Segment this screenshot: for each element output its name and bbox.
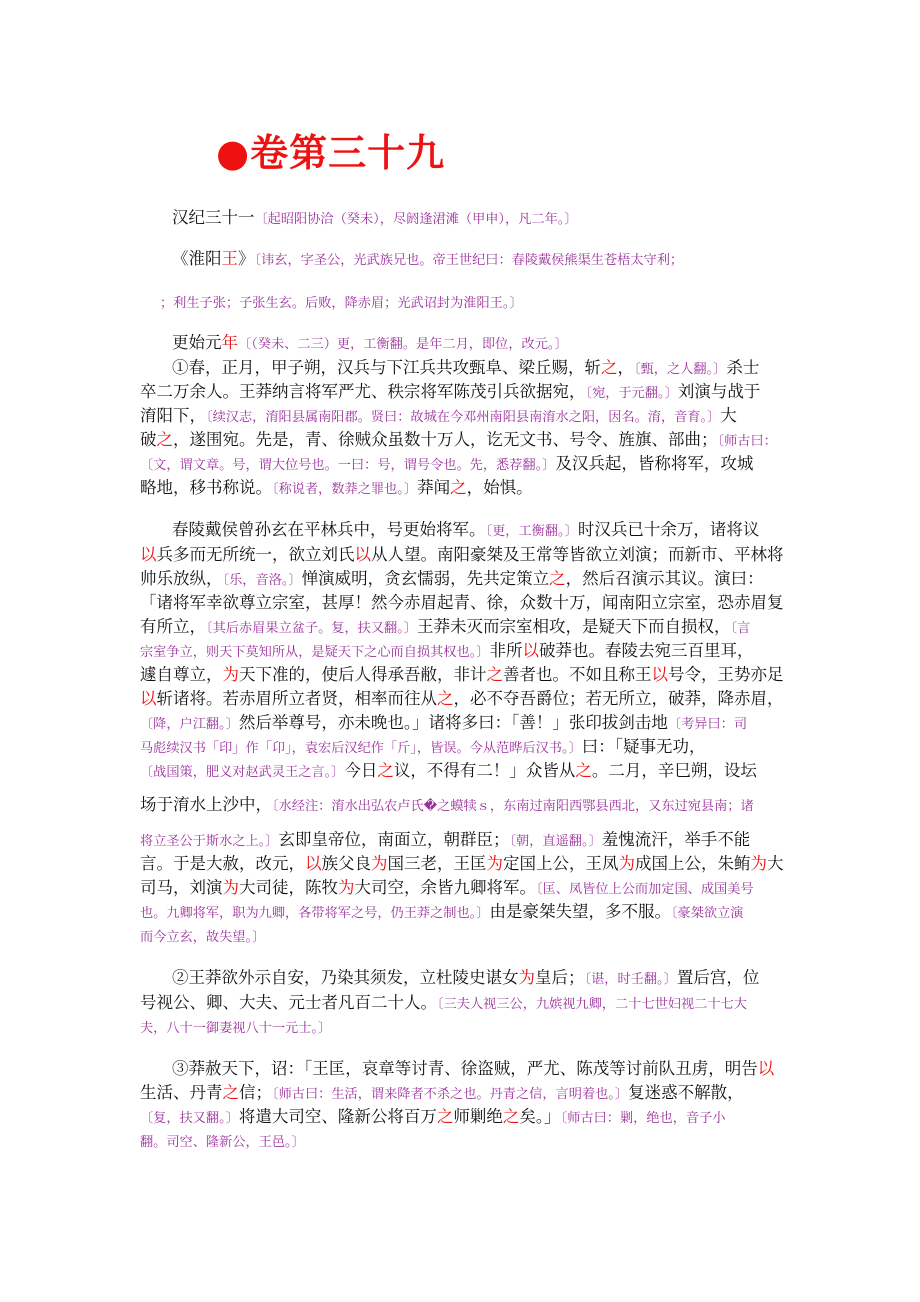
highlight-char: 以	[140, 545, 157, 564]
highlight-char: 之	[377, 761, 394, 780]
main-text: ，必不夺吾爵位；若无所立，破莽，降赤眉，	[453, 689, 784, 708]
commentary-text: 〔师古曰：生活，谓来降者不杀之也。丹青之信，言明着也。〕	[272, 1087, 629, 1102]
main-text: 议，不得有二！」众皆从	[393, 761, 576, 780]
text-line	[140, 639, 790, 665]
highlight-char: 为	[750, 854, 767, 873]
commentary-text: 〔师古曰：	[717, 434, 777, 449]
main-text: 有所立，	[140, 617, 206, 636]
main-text: ，然后召演示其议。演曰：	[565, 569, 764, 588]
main-text: 定国上公，王凤	[503, 854, 619, 873]
commentary-text: 也。九卿将军，职为九卿，各带将军之号，仍王莽之制也。〕	[140, 906, 490, 921]
highlight-char: 以	[305, 854, 322, 873]
main-text: 场于淯水上沙中，	[140, 795, 272, 814]
main-text: 将遣大司空、隆新公将百万	[238, 1107, 437, 1126]
main-text: 号令，王势亦足	[668, 665, 784, 684]
main-text: 卒二万余人。王莽纳言将军严尤、秩宗将军陈茂引兵欲据宛，	[140, 382, 586, 401]
highlight-char: 为	[618, 854, 635, 873]
commentary-text: 〔讳玄，字圣公，光武族兄也。帝王世纪曰：春陵戴侯熊渠生苍梧太守利；	[254, 253, 684, 268]
highlight-char: 之	[450, 478, 467, 497]
text-line	[140, 735, 790, 761]
text-line	[140, 687, 790, 711]
main-text: 破	[140, 430, 157, 449]
main-text: 《淮阳	[172, 249, 222, 268]
commentary-text: 〔称说者，数莽之罪也。〕	[272, 482, 418, 497]
commentary-text: 〔起昭阳协洽（癸未），尽阏逢涒滩（甲申），凡二年。〕	[254, 212, 578, 227]
main-text: 成国上公，朱鲔	[635, 854, 751, 873]
text-line	[172, 966, 790, 992]
main-text: 大	[720, 406, 737, 425]
main-text: 天下准的，使后人得承吾敝，非计	[239, 665, 487, 684]
highlight-char: 以	[354, 545, 371, 564]
commentary-text: 〔更，工衡翻。〕	[485, 524, 578, 539]
commentary-text: 〔降，户江翻。〕	[140, 717, 239, 732]
main-text: 曰：「疑事无功，	[581, 737, 706, 756]
text-line	[140, 828, 790, 854]
highlight-char: 之	[502, 1107, 520, 1126]
text-line	[140, 591, 790, 615]
text-line	[172, 356, 790, 382]
main-text: 惮演威明，贪玄懦弱，先共定策立	[301, 569, 550, 588]
main-text: ③莽赦天下，诏：「王匡，哀章等讨青、徐盗贼，严尤、陈茂等讨前队丑虏，明告	[172, 1059, 758, 1078]
main-text: 从人望。南阳豪桀及王常等皆欲立刘演；而新市、平林将	[371, 545, 784, 564]
main-text: 置后宫，位	[676, 968, 760, 987]
commentary-text: ；利生子张；子张生玄。后败，降赤眉；光武诏封为淮阳王。〕	[160, 296, 523, 311]
main-text: 族父良	[321, 854, 371, 873]
text-line	[140, 793, 790, 819]
main-text: ，遂围宛。先是，青、徐贼众虽数十万人，讫无文书、号令、旌旗、部曲；	[173, 430, 718, 449]
main-text: 信；	[239, 1083, 272, 1102]
text-line	[140, 924, 790, 950]
text-line	[140, 543, 790, 567]
highlight-char: 之	[156, 430, 173, 449]
commentary-text: 〔战国策，肥义对赵武灵王之言。〕	[140, 765, 345, 780]
highlight-char: 以	[140, 689, 157, 708]
text-line	[140, 991, 790, 1017]
highlight-char: 年	[221, 333, 238, 352]
text-line	[140, 900, 790, 926]
commentary-text: 〔水经注：淯水出弘农卢氏�之蟆犊ｓ，东南过南阳西鄂县西北，又东过宛县南；诸	[272, 799, 754, 814]
text-line	[140, 876, 790, 902]
main-text: 今日	[344, 761, 378, 780]
main-text: 春陵戴侯曾孙玄在平林兵中，号更始将军。	[172, 520, 486, 539]
commentary-text: 〔考异曰：司	[667, 717, 748, 732]
main-text: 时汉兵已十余万，诸将议	[577, 520, 760, 539]
main-text: 淯阳下，	[140, 406, 206, 425]
commentary-text: 马彪续汉书「印」作「卬」，袁宏后汉纪作「斤」，皆误。今从范晔后汉书。〕	[140, 741, 582, 756]
main-text: 。二月，辛巳朔，设坛	[591, 761, 757, 780]
main-text: 师剿绝	[453, 1107, 503, 1126]
text-line	[140, 1015, 790, 1041]
highlight-char: 为	[222, 878, 239, 897]
main-text: 》	[238, 249, 255, 268]
text-line	[140, 663, 790, 687]
main-text: 司马，刘演	[140, 878, 223, 897]
commentary-text: 〔豪桀欲立演	[670, 906, 744, 921]
commentary-text: 〔谌，时壬翻。〕	[584, 972, 677, 987]
highlight-char: 王	[221, 249, 238, 268]
highlight-char: 之	[437, 689, 454, 708]
text-line	[140, 476, 790, 502]
text-line	[140, 428, 790, 454]
text-line	[140, 615, 790, 641]
main-text: 国三老，王匡	[387, 854, 487, 873]
text-line	[140, 380, 790, 406]
main-text: 言。于是大赦，改元，	[140, 854, 305, 873]
main-text: 大司徒，陈牧	[239, 878, 338, 897]
commentary-text: 〔三夫人视三公，九嫔视九卿，二十七世妇视二十七大	[437, 997, 747, 1012]
text-line	[172, 331, 790, 357]
commentary-text: 〔师古曰：剿，绝也，音子小	[560, 1111, 726, 1126]
main-text: 更始元	[172, 333, 222, 352]
main-text: 善者也。不如且称王	[503, 665, 652, 684]
main-text: 矣。」	[519, 1107, 561, 1126]
main-text: ，始惧。	[466, 478, 533, 497]
highlight-char: 之	[575, 761, 592, 780]
text-line	[172, 518, 790, 544]
commentary-text: 〔（癸未、二三）更，工衡翻。是年二月，即位，改元。〕	[238, 337, 568, 352]
main-text: 遽自尊立，	[140, 665, 223, 684]
main-text: 「诸将军幸欲尊立宗室，甚厚！然今赤眉起青、徐，众数十万，闻南阳立宗室，恐赤眉复	[140, 593, 784, 612]
highlight-char: 以	[651, 665, 668, 684]
main-text: 非所	[489, 641, 523, 660]
main-text: 生活、丹青	[140, 1083, 223, 1102]
commentary-text: 〔宛，于元翻。〕	[585, 386, 678, 401]
highlight-char: 之	[436, 1107, 454, 1126]
chapter-title: ●卷第三十九	[216, 130, 446, 175]
main-text: 玄即皇帝位，南面立，朝群臣；	[278, 830, 510, 849]
highlight-char: 为	[371, 854, 388, 873]
text-line	[160, 290, 790, 316]
main-text: 由是豪桀失望，多不服。	[489, 902, 671, 921]
text-line	[140, 1129, 790, 1155]
commentary-text: 将立圣公于斯水之上。〕	[140, 834, 279, 849]
text-line	[140, 452, 790, 478]
main-text: 兵多而无所统一，欲立刘氏	[156, 545, 355, 564]
text-line	[172, 1057, 790, 1081]
highlight-char: 之	[601, 358, 618, 377]
highlight-char: 以	[522, 641, 539, 660]
main-text: 莽闻	[417, 478, 451, 497]
text-line	[172, 247, 790, 273]
commentary-text: 宗室争立，则天下莫知所从，是疑天下之心而自损其权也。〕	[140, 645, 490, 660]
text-line	[140, 404, 790, 430]
main-text: 帅乐放纵，	[140, 569, 223, 588]
main-text: ，	[617, 358, 634, 377]
highlight-char: 为	[486, 854, 503, 873]
main-text: 斩诸将。若赤眉所立者贤，相率而往从	[156, 689, 437, 708]
main-text: ①春，正月，甲子朔，汉兵与下江兵共攻甄阜、梁丘赐，斩	[172, 358, 601, 377]
main-text: 复迷惑不解散，	[628, 1083, 744, 1102]
text-line	[140, 852, 790, 876]
highlight-char: 为	[338, 878, 355, 897]
commentary-text: 〔言	[730, 621, 751, 636]
main-text: ②王莽欲外示自安，乃染其须发，立杜陵史谌女	[172, 968, 519, 987]
commentary-text: 〔甄，之人翻。〕	[634, 362, 727, 377]
main-text: 杀士	[726, 358, 760, 377]
commentary-text: 翻。司空、隆新公，王邑。〕	[140, 1135, 305, 1150]
commentary-text: 〔乐，音洛。〕	[222, 573, 302, 588]
commentary-text: 〔续汉志，淯阳县属南阳郡。贤曰：故城在今邓州南阳县南淯水之阳，因名。淯，音育。〕	[206, 410, 721, 425]
text-line	[140, 567, 790, 593]
text-line	[140, 759, 790, 785]
main-text: 王莽未灭而宗室相攻，是疑天下而自损权，	[417, 617, 731, 636]
commentary-text: 〔复，扶又翻。〕	[140, 1111, 239, 1126]
text-line	[140, 1105, 790, 1131]
main-text: 皇后；	[535, 968, 585, 987]
commentary-text: 而今立玄，故失望。〕	[140, 930, 266, 945]
highlight-char: 为	[222, 665, 239, 684]
main-text: 大司空，余皆九卿将军。	[354, 878, 536, 897]
text-line	[172, 206, 790, 232]
highlight-char: 以	[757, 1059, 775, 1078]
main-text: 略地，移书称说。	[140, 478, 272, 497]
commentary-text: 夫，八十一御妻视八十一元士。〕	[140, 1021, 332, 1036]
main-text: 然后举尊号，亦未晚也。」诸将多曰：「善！」张印拔剑击地	[238, 713, 668, 732]
main-text: 大	[767, 854, 784, 873]
main-text: 刘演与战于	[677, 382, 761, 401]
main-text: 汉纪三十一	[172, 208, 255, 227]
text-line	[140, 1081, 790, 1107]
main-text: 破莽也。春陵去宛三百里耳，	[538, 641, 754, 660]
commentary-text: 〔匡、凤皆位上公而加定国、成国美号	[536, 882, 754, 897]
main-text: 羞愧流汗，举手不能	[601, 830, 751, 849]
main-text: 及汉兵起，皆称将军，攻城	[555, 454, 754, 473]
commentary-text: 〔朝，直遥翻。〕	[509, 834, 602, 849]
highlight-char: 之	[222, 1083, 239, 1102]
highlight-char: 为	[518, 968, 535, 987]
commentary-text: 〔文，谓文章。号，谓大位号也。一曰：号，谓号令也。先，悉荐翻。〕	[140, 458, 556, 473]
text-line	[140, 711, 790, 737]
main-text: 号视公、卿、大夫、元士者凡百二十人。	[140, 993, 437, 1012]
highlight-char: 之	[486, 665, 503, 684]
highlight-char: 之	[549, 569, 566, 588]
commentary-text: 〔其后赤眉果立盆子。复，扶又翻。〕	[206, 621, 417, 636]
